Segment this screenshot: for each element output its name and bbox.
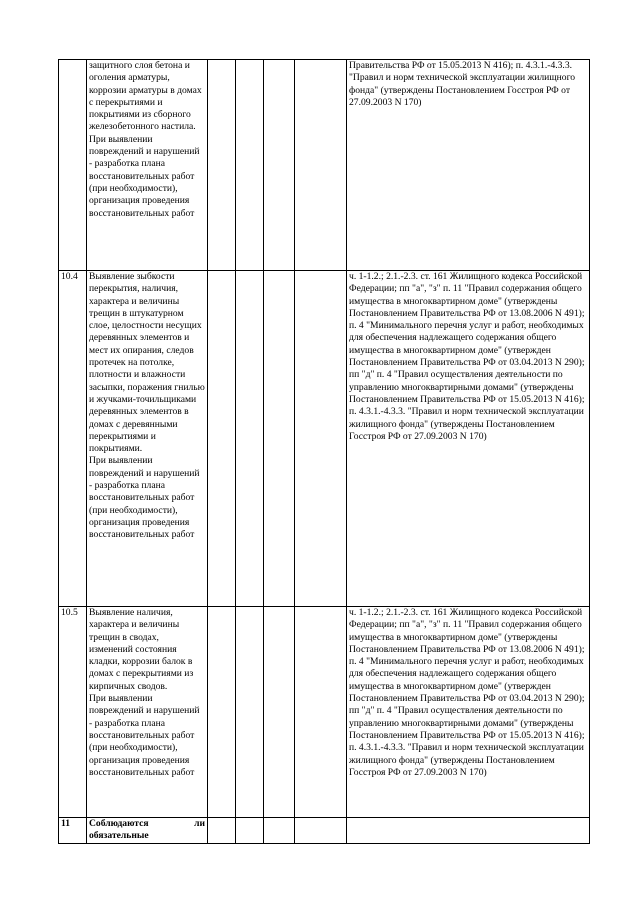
answer-cell [264, 271, 295, 607]
answer-cell [208, 271, 236, 607]
table-row [59, 60, 590, 271]
answer-cell [208, 818, 236, 844]
row-number: 10.4 [59, 271, 87, 607]
note-cell [295, 60, 347, 271]
note-cell [295, 818, 347, 844]
answer-cell [236, 271, 264, 607]
answer-cell [236, 60, 264, 271]
legal-basis-text: Правительства РФ от 15.05.2013 N 416); п. 4.3.1.-4.3.3. "Правил и норм технической эксплуатации жилищного фонда" (утверждены Постановлением Госстроя РФ от 27.09.2003 N 170) [347, 60, 590, 271]
requirement-text: Выявление зыбкости перекрытия, наличия, характера и величины трещин в штукатурном слое, целостности несущих деревянных элементов и мест их опирания, следов протечек на потолке, плотности и влажности засыпки, поражения гнилью и жучками-точильщиками деревянных элементов в домах с деревянными перекрытиями и покрытиями. При выявлении повреждений и нарушений - разработка плана восстановительных работ (при необходимости), организация проведения восстановительных работ [87, 271, 208, 607]
legal-basis-text: ч. 1-1.2.; 2.1.-2.3. ст. 161 Жилищного кодекса Российской Федерации; пп "а", "з" п. 11 "Правил содержания общего имущества в многоквартирном доме" (утверждены Постановлением Правительства РФ от 13.08.2006 N 491); п. 4 "Минимального перечня услуг и работ, необходимых для обеспечения надлежащего содержания общего имущества в многоквартирном доме" (утвержден Постановлением Правительства РФ от 03.04.2013 N 290); пп "д" п. 4 "Правил осуществления деятельности по управлению многоквартирными домами" (утверждены Постановлением Правительства РФ от 15.05.2013 N 416); п. 4.3.1.-4.3.3. "Правил и норм технической эксплуатации жилищного фонда" (утверждены Постановлением Госстроя РФ от 27.09.2003 N 170) [347, 607, 590, 818]
answer-cell [208, 60, 236, 271]
requirements-table [58, 59, 590, 844]
row-number [59, 60, 87, 271]
requirement-text: защитного слоя бетона и оголения арматуры, коррозии арматуры в домах с перекрытиями и покрытиями из сборного железобетонного настила. При выявлении повреждений и нарушений - разработка плана восстановительных работ (при необходимости), организация проведения восстановительных работ [87, 60, 208, 271]
note-cell [295, 271, 347, 607]
requirement-text: Выявление наличия, характера и величины трещин в сводах, изменений состояния кладки, коррозии балок в домах с перекрытиями из кирпичных сводов. При выявлении повреждений и нарушений - разработка плана восстановительных работ (при необходимости), организация проведения восстановительных работ [87, 607, 208, 818]
answer-cell [236, 818, 264, 844]
answer-cell [208, 607, 236, 818]
legal-basis-text [347, 818, 590, 844]
table-row [59, 818, 590, 844]
answer-cell [264, 607, 295, 818]
table-row [59, 271, 590, 607]
legal-basis-text: ч. 1-1.2.; 2.1.-2.3. ст. 161 Жилищного кодекса Российской Федерации; пп "а", "з" п. 11 "Правил содержания общего имущества в многоквартирном доме" (утверждены Постановлением Правительства РФ от 13.08.2006 N 491); п. 4 "Минимального перечня услуг и работ, необходимых для обеспечения надлежащего содержания общего имущества в многоквартирном доме" (утвержден Постановлением Правительства РФ от 03.04.2013 N 290); пп "д" п. 4 "Правил осуществления деятельности по управлению многоквартирными домами" (утверждены Постановлением Правительства РФ от 15.05.2013 N 416); п. 4.3.1.-4.3.3. "Правил и норм технической эксплуатации жилищного фонда" (утверждены Постановлением Госстроя РФ от 27.09.2003 N 170) [347, 271, 590, 607]
row-number: 10.5 [59, 607, 87, 818]
row-number: 11 [59, 818, 87, 844]
note-cell [295, 607, 347, 818]
answer-cell [264, 60, 295, 271]
answer-cell [264, 818, 295, 844]
requirement-text: Соблюдаются ли обязательные [87, 818, 208, 844]
table-row [59, 607, 590, 818]
answer-cell [236, 607, 264, 818]
